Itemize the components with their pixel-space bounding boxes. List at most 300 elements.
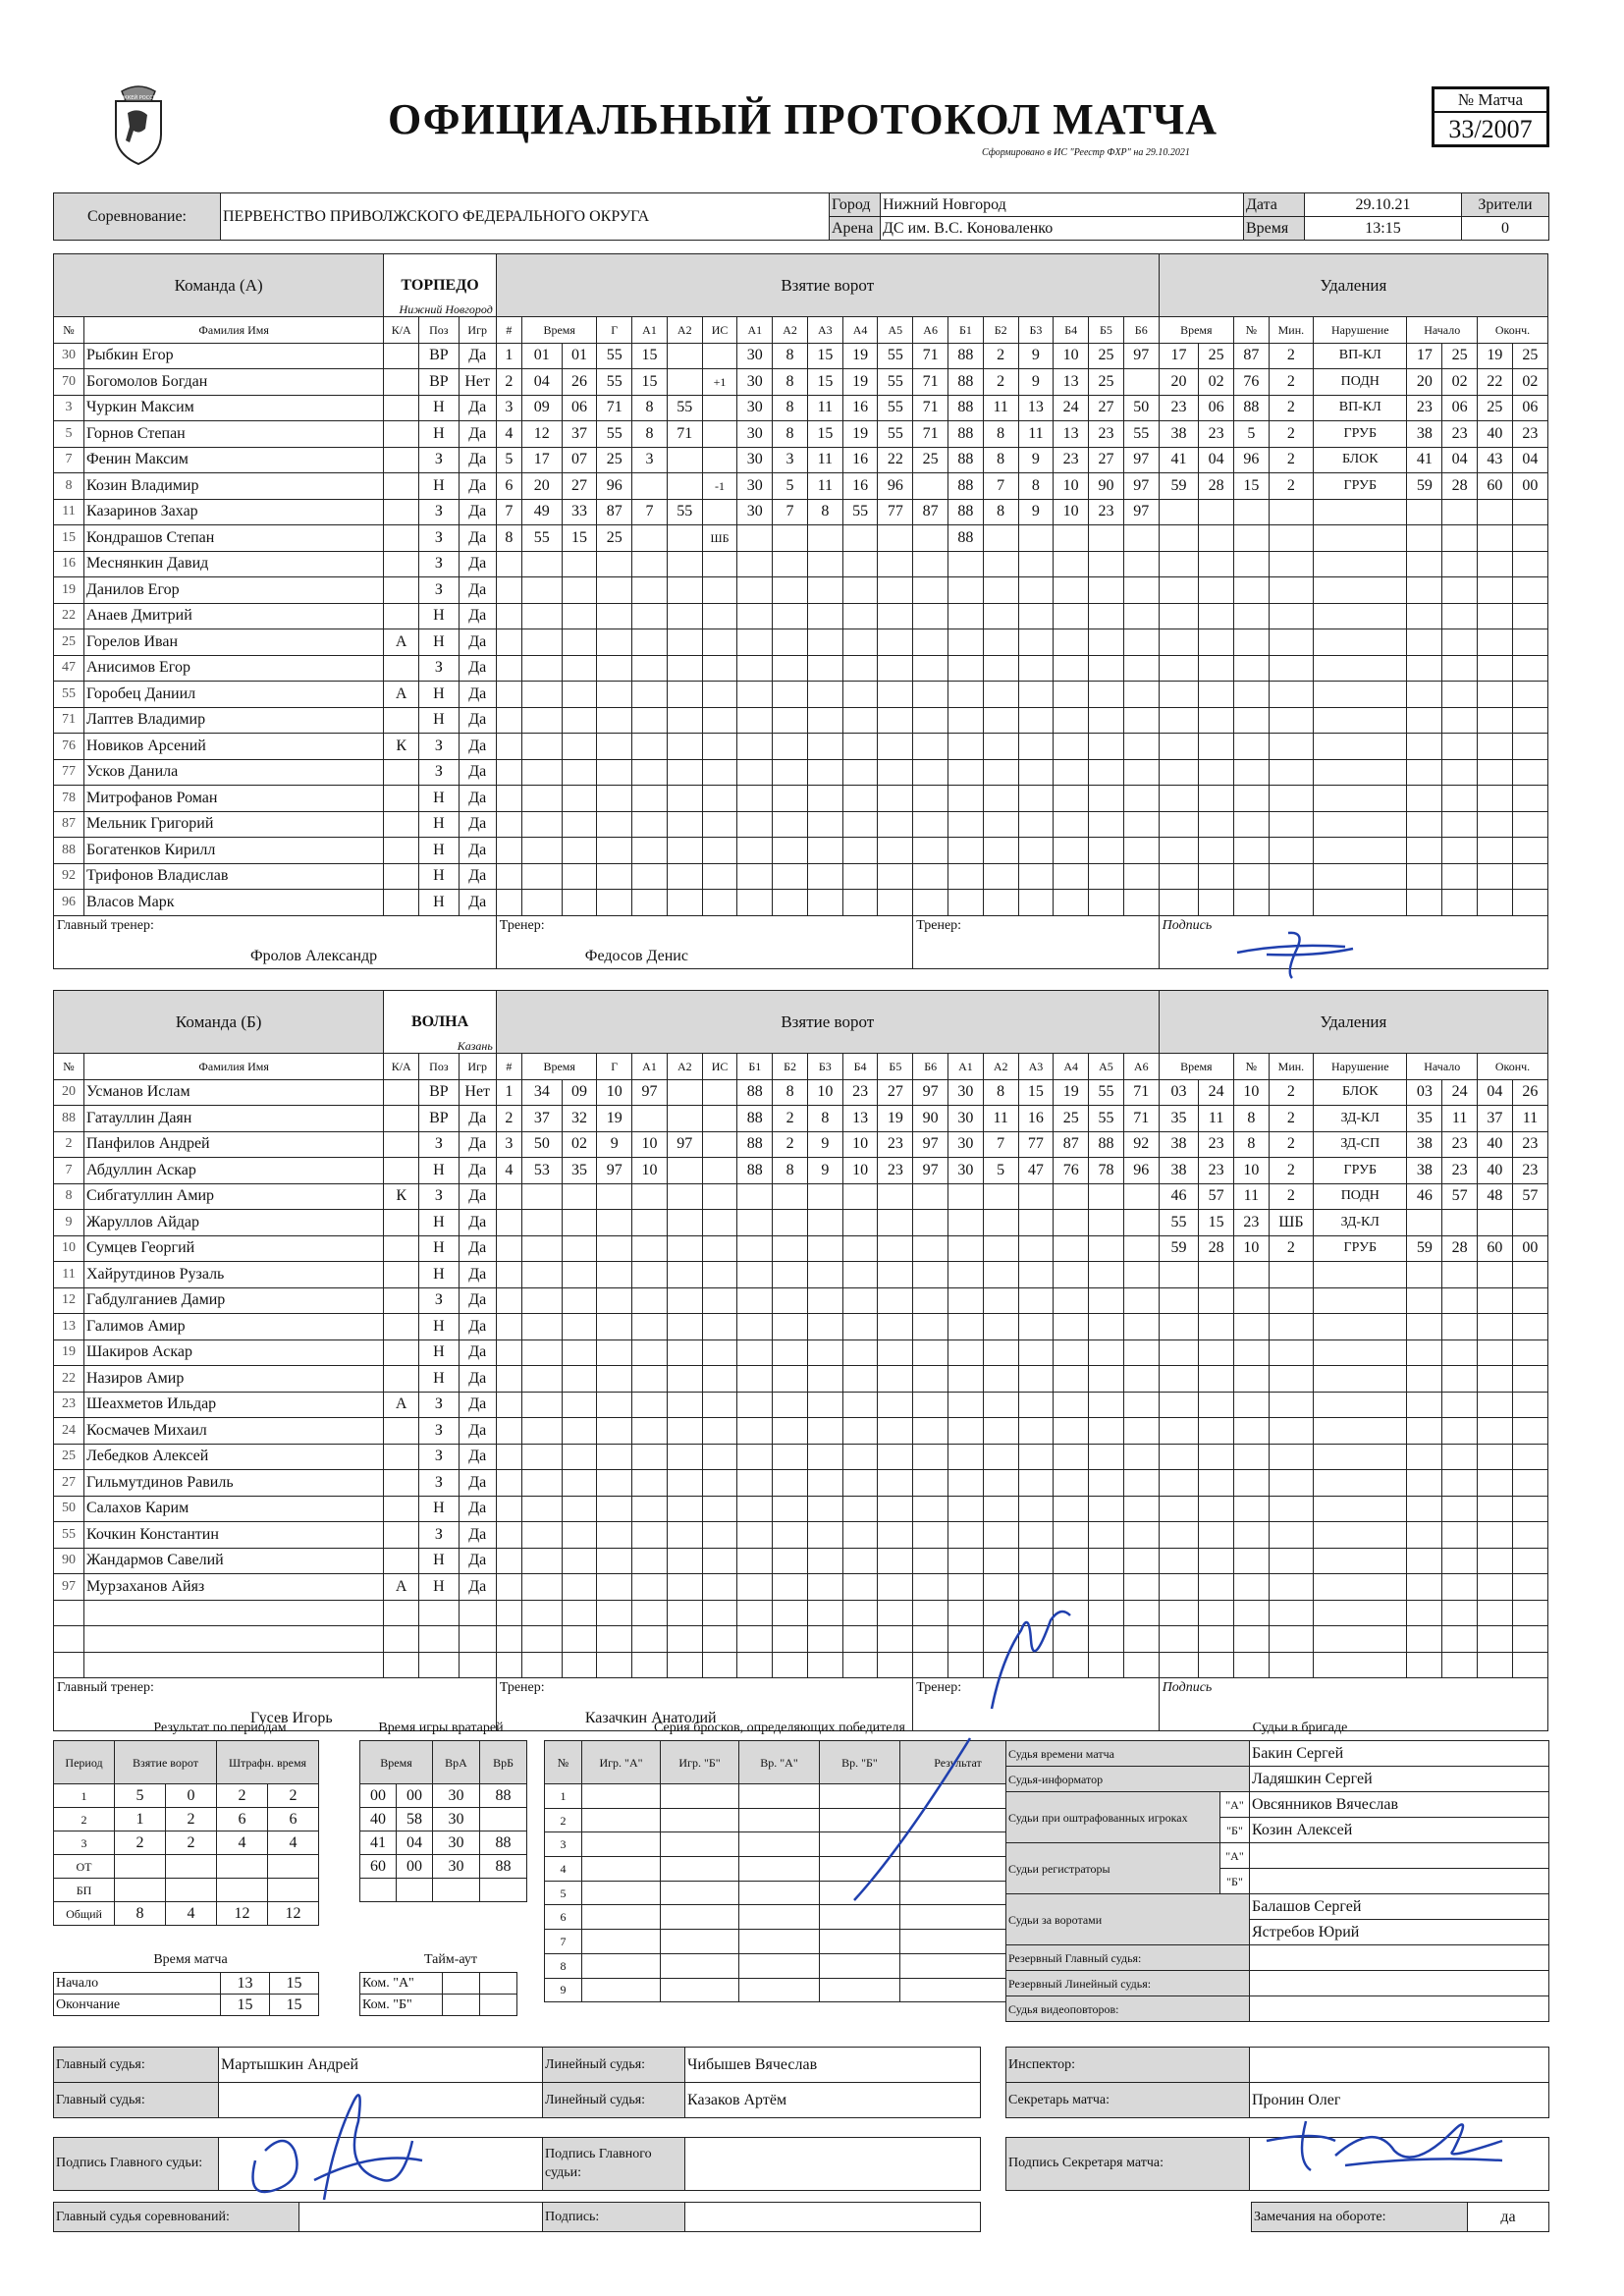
on-ice-player: 55 <box>878 369 913 396</box>
on-ice-player <box>1054 1522 1089 1549</box>
goal-assist2 <box>667 682 702 708</box>
goal-assist1 <box>632 1600 668 1626</box>
on-ice-player <box>1054 1548 1089 1574</box>
penalty-minute <box>1159 1522 1199 1549</box>
penalty-second <box>1199 1314 1234 1340</box>
goal-assist2 <box>667 759 702 786</box>
col-pen-min: Мин. <box>1269 1054 1313 1080</box>
coach-label: Тренер: <box>499 1680 545 1695</box>
on-ice-player <box>1054 603 1089 629</box>
penalty-minutes <box>1269 1470 1313 1497</box>
player-role <box>384 1131 419 1158</box>
table-row <box>54 1158 1548 1184</box>
penalty-start-min <box>1407 811 1442 838</box>
penalty-minutes: 2 <box>1269 1158 1313 1184</box>
table-row <box>54 1574 1548 1601</box>
col-on-ice: Б4 <box>1054 317 1089 344</box>
table-row <box>545 1905 1016 1930</box>
goal-assist2 <box>667 1210 702 1236</box>
goalie-b: 88 <box>480 1784 527 1808</box>
on-ice-player <box>1018 1600 1054 1626</box>
on-ice-player: 55 <box>842 499 878 525</box>
penalty-start-sec <box>1442 1574 1478 1601</box>
on-ice-player <box>948 1183 984 1210</box>
table-row <box>54 1600 1548 1626</box>
goal-second: 02 <box>562 1131 597 1158</box>
col-assist2: А2 <box>667 317 702 344</box>
on-ice-player <box>773 1548 808 1574</box>
start-hour: 13 <box>221 1973 270 1995</box>
table-row <box>54 499 1548 525</box>
reserve-line-label: Резервный Линейный судья: <box>1006 1971 1250 1996</box>
on-ice-player: 76 <box>1054 1158 1089 1184</box>
period-pim-a <box>217 1879 268 1902</box>
goal-situation <box>702 655 737 682</box>
goal-assist2: 71 <box>667 421 702 448</box>
penalty-end-sec <box>1512 1262 1547 1288</box>
player-position: З <box>419 577 460 604</box>
player-name: Меснянкин Давид <box>84 551 384 577</box>
team-b-name-cell <box>384 991 496 1054</box>
penalty-violation <box>1314 1600 1407 1626</box>
table-row <box>54 682 1548 708</box>
on-ice-player <box>1123 1418 1159 1445</box>
penalty-start-sec <box>1442 682 1478 708</box>
on-ice-player: 13 <box>1018 395 1054 421</box>
penalty-end-min <box>1478 811 1513 838</box>
goal-minute <box>522 577 563 604</box>
player-role <box>384 1210 419 1236</box>
player-position: З <box>419 1470 460 1497</box>
on-ice-player <box>1089 838 1124 864</box>
on-ice-player <box>807 1444 842 1470</box>
penalty-end-sec: 26 <box>1512 1079 1547 1106</box>
penalty-violation: ГРУБ <box>1314 1158 1407 1184</box>
penalty-start-sec: 23 <box>1442 421 1478 448</box>
goal-assist1 <box>632 759 668 786</box>
penalty-second <box>1199 1626 1234 1653</box>
penalty-start-sec <box>1442 811 1478 838</box>
penalty-violation <box>1314 499 1407 525</box>
penalty-player: 5 <box>1233 421 1269 448</box>
goal-second <box>562 1444 597 1470</box>
goal-assist1 <box>632 551 668 577</box>
goal-minute <box>522 1262 563 1288</box>
on-ice-player <box>1054 577 1089 604</box>
goal-scorer <box>597 1235 632 1262</box>
player-role <box>384 1158 419 1184</box>
goalie-minute <box>360 1879 397 1902</box>
on-ice-player <box>737 838 773 864</box>
on-ice-player <box>878 707 913 734</box>
penalty-minute <box>1159 1444 1199 1470</box>
on-ice-player <box>773 1392 808 1418</box>
table-row <box>545 1808 1016 1832</box>
on-ice-player <box>842 1444 878 1470</box>
penalty-start-min <box>1407 1522 1442 1549</box>
on-ice-player: 30 <box>737 421 773 448</box>
penalty-minutes: 2 <box>1269 1079 1313 1106</box>
player-name <box>84 1626 384 1653</box>
shootout-row-num: 4 <box>545 1857 582 1882</box>
player-number: 76 <box>54 734 84 760</box>
goal-second <box>562 1262 597 1288</box>
penalty-start-min <box>1407 603 1442 629</box>
goal-situation <box>702 395 737 421</box>
penalty-start-min <box>1407 1366 1442 1393</box>
shootout-row-num: 3 <box>545 1832 582 1857</box>
on-ice-player: 8 <box>807 1106 842 1132</box>
on-ice-player <box>1054 1626 1089 1653</box>
table-row <box>54 1444 1548 1470</box>
player-name: Анисимов Егор <box>84 655 384 682</box>
player-role <box>384 838 419 864</box>
penalty-player <box>1233 863 1269 890</box>
table-row <box>54 1784 319 1808</box>
goalie-time-col: Время <box>360 1741 433 1784</box>
on-ice-player <box>737 734 773 760</box>
table-row <box>360 1808 527 1831</box>
penalty-violation: ГРУБ <box>1314 1235 1407 1262</box>
player-role <box>384 577 419 604</box>
team-b-head-coach: Гусев Игорь <box>250 1710 333 1726</box>
on-ice-player <box>773 1183 808 1210</box>
goal-situation <box>702 421 737 448</box>
player-played: Да <box>459 1470 496 1497</box>
goalie-minute: 00 <box>360 1784 397 1808</box>
goal-number: 3 <box>496 1131 521 1158</box>
goal-minute: 37 <box>522 1106 563 1132</box>
line-ref-label-2: Линейный судья: <box>543 2083 685 2118</box>
table-row <box>54 629 1548 656</box>
on-ice-player <box>737 1235 773 1262</box>
penalty-end-min <box>1478 1652 1513 1678</box>
on-ice-player: 92 <box>1123 1131 1159 1158</box>
player-played: Да <box>459 707 496 734</box>
on-ice-player <box>1054 682 1089 708</box>
on-ice-player <box>1054 1470 1089 1497</box>
on-ice-player: 25 <box>913 447 948 473</box>
on-ice-player <box>737 1366 773 1393</box>
penalty-end-min <box>1478 551 1513 577</box>
comp-ref-label: Главный судья соревнований: <box>54 2203 299 2232</box>
goalie-b: 88 <box>480 1855 527 1879</box>
penalty-start-min <box>1407 1600 1442 1626</box>
penalty-end-sec <box>1512 838 1547 864</box>
on-ice-player: 97 <box>1123 473 1159 500</box>
on-ice-player <box>842 1496 878 1522</box>
col-ka: К/А <box>384 1054 419 1080</box>
on-ice-player <box>842 577 878 604</box>
player-name: Рыбкин Егор <box>84 343 384 369</box>
on-ice-player <box>1018 525 1054 552</box>
player-role <box>384 1418 419 1445</box>
player-role <box>384 1522 419 1549</box>
timeout-title: Тайм-аут <box>423 1952 478 1967</box>
period-goals-a <box>115 1879 166 1902</box>
goal-minute <box>522 603 563 629</box>
player-role <box>384 1262 419 1288</box>
penalty-minute <box>1159 1548 1199 1574</box>
goal-situation <box>702 1131 737 1158</box>
penalty-end-sec: 06 <box>1512 395 1547 421</box>
penalty-violation: ЗД-КЛ <box>1314 1106 1407 1132</box>
on-ice-player <box>1123 1470 1159 1497</box>
on-ice-player <box>842 682 878 708</box>
penalty-minutes <box>1269 1652 1313 1678</box>
on-ice-player <box>773 1339 808 1366</box>
on-ice-player <box>737 1574 773 1601</box>
on-ice-player <box>737 890 773 916</box>
period-name: Общий <box>54 1902 115 1926</box>
on-ice-player <box>842 655 878 682</box>
on-ice-player <box>948 551 984 577</box>
on-ice-player <box>1018 786 1054 812</box>
goal-number: 7 <box>496 499 521 525</box>
on-ice-player <box>913 759 948 786</box>
shootout-col: Вр. "А" <box>739 1741 820 1784</box>
on-ice-player: 30 <box>737 369 773 396</box>
on-ice-player <box>913 655 948 682</box>
secretary-sig-table <box>1005 2137 1549 2191</box>
player-position: Н <box>419 1366 460 1393</box>
on-ice-player <box>1054 551 1089 577</box>
player-played: Да <box>459 1314 496 1340</box>
on-ice-player <box>1123 1496 1159 1522</box>
player-role <box>384 1444 419 1470</box>
on-ice-player <box>1018 734 1054 760</box>
on-ice-player <box>807 707 842 734</box>
on-ice-player: 19 <box>842 369 878 396</box>
on-ice-player: 23 <box>878 1131 913 1158</box>
penalty-start-sec <box>1442 499 1478 525</box>
on-ice-player <box>913 682 948 708</box>
referees-title: Судьи в бригаде <box>1252 1721 1348 1735</box>
player-played: Да <box>459 1235 496 1262</box>
table-row <box>54 525 1548 552</box>
match-time-title: Время матча <box>153 1952 228 1967</box>
penalty-end-min <box>1478 1548 1513 1574</box>
goalie-b: 88 <box>480 1831 527 1855</box>
period-goals-b: 4 <box>166 1902 217 1926</box>
player-position: Н <box>419 1235 460 1262</box>
informer-value: Ладяшкин Сергей <box>1250 1767 1549 1792</box>
player-name: Богатенков Кирилл <box>84 838 384 864</box>
goal-scorer <box>597 682 632 708</box>
hockey-russia-emblem-icon <box>108 83 169 166</box>
goal-second <box>562 1339 597 1366</box>
goal-minute <box>522 1235 563 1262</box>
player-role <box>384 343 419 369</box>
table-row <box>54 1522 1548 1549</box>
penalty-minutes: 2 <box>1269 1183 1313 1210</box>
penalty-second <box>1199 1600 1234 1626</box>
on-ice-player <box>948 890 984 916</box>
goal-assist2 <box>667 629 702 656</box>
player-position: Н <box>419 1262 460 1288</box>
on-ice-player <box>913 786 948 812</box>
goal-minute <box>522 759 563 786</box>
on-ice-player: 11 <box>983 395 1018 421</box>
table-row <box>54 1879 319 1902</box>
signature-label: Подпись <box>1162 917 1213 933</box>
on-ice-player <box>1054 811 1089 838</box>
penalty-player <box>1233 811 1269 838</box>
goal-number <box>496 1574 521 1601</box>
player-name: Горобец Даниил <box>84 682 384 708</box>
on-ice-player <box>983 551 1018 577</box>
penalty-start-sec <box>1442 1496 1478 1522</box>
on-ice-player <box>948 1366 984 1393</box>
player-position: Н <box>419 629 460 656</box>
on-ice-player: 90 <box>913 1106 948 1132</box>
player-played: Да <box>459 343 496 369</box>
goal-minute <box>522 1470 563 1497</box>
periods-title: Результат по периодам <box>153 1721 287 1735</box>
shootout-row-num: 1 <box>545 1784 582 1809</box>
goal-situation <box>702 629 737 656</box>
goal-number <box>496 1339 521 1366</box>
table-row <box>54 1496 1548 1522</box>
player-played: Да <box>459 1339 496 1366</box>
goal-assist1 <box>632 1574 668 1601</box>
player-played <box>459 1600 496 1626</box>
penalty-violation: ЗД-СП <box>1314 1131 1407 1158</box>
on-ice-player: 10 <box>842 1158 878 1184</box>
penalty-start-sec: 23 <box>1442 1131 1478 1158</box>
goal-situation <box>702 1210 737 1236</box>
player-number: 90 <box>54 1548 84 1574</box>
goal-number <box>496 1183 521 1210</box>
period-goals-a <box>115 1855 166 1879</box>
player-played: Да <box>459 577 496 604</box>
goal-second <box>562 1183 597 1210</box>
on-ice-player: 96 <box>1123 1158 1159 1184</box>
on-ice-player: 24 <box>1054 395 1089 421</box>
arena-value: ДС им. В.С. Коноваленко <box>881 217 1244 241</box>
on-ice-player <box>773 1262 808 1288</box>
penalty-second <box>1199 1392 1234 1418</box>
table-row <box>54 603 1548 629</box>
penalty-minutes <box>1269 1522 1313 1549</box>
penalty-start-sec <box>1442 1418 1478 1445</box>
penalty-minutes <box>1269 1392 1313 1418</box>
goal-second: 26 <box>562 369 597 396</box>
on-ice-player: 27 <box>1089 395 1124 421</box>
penalty-end-sec <box>1512 759 1547 786</box>
table-row <box>54 1652 1548 1678</box>
on-ice-player <box>1089 1366 1124 1393</box>
penalty-start-min <box>1407 1444 1442 1470</box>
player-played: Да <box>459 1131 496 1158</box>
penalty-end-min <box>1478 863 1513 890</box>
goal-second <box>562 1366 597 1393</box>
on-ice-player <box>878 1287 913 1314</box>
penalty-violation: ВП-КЛ <box>1314 395 1407 421</box>
on-ice-player <box>1123 577 1159 604</box>
on-ice-player <box>1018 577 1054 604</box>
player-role: К <box>384 734 419 760</box>
goal-second <box>562 1574 597 1601</box>
penalty-end-sec <box>1512 863 1547 890</box>
goal-scorer: 96 <box>597 473 632 500</box>
table-row <box>54 734 1548 760</box>
player-position: Н <box>419 1496 460 1522</box>
on-ice-player <box>1089 734 1124 760</box>
player-role <box>384 473 419 500</box>
on-ice-player <box>737 1287 773 1314</box>
on-ice-player <box>1089 1600 1124 1626</box>
goal-minute <box>522 1418 563 1445</box>
on-ice-player <box>773 1496 808 1522</box>
player-number: 92 <box>54 863 84 890</box>
penalty-minute <box>1159 682 1199 708</box>
penalty-player: 11 <box>1234 1183 1270 1210</box>
player-role <box>384 525 419 552</box>
on-ice-player: 11 <box>807 447 842 473</box>
goal-minute: 09 <box>522 395 563 421</box>
penalty-start-sec <box>1442 629 1478 656</box>
player-position: З <box>419 1287 460 1314</box>
on-ice-player <box>1018 890 1054 916</box>
penalty-minute <box>1159 707 1199 734</box>
player-name: Назиров Амир <box>84 1366 384 1393</box>
penalty-second <box>1199 603 1234 629</box>
player-played: Да <box>459 1392 496 1418</box>
on-ice-player <box>983 707 1018 734</box>
goal-second <box>562 1418 597 1445</box>
on-ice-player <box>1054 1574 1089 1601</box>
penalty-end-min <box>1478 1600 1513 1626</box>
penalty-start-min: 46 <box>1407 1183 1442 1210</box>
col-num: № <box>54 317 84 344</box>
penalty-start-min <box>1407 1262 1442 1288</box>
penalty-end-sec: 02 <box>1512 369 1547 396</box>
team-a-city: Нижний Новгород <box>399 302 493 316</box>
penalty-end-sec: 00 <box>1512 473 1547 500</box>
penalty-end-sec <box>1512 1574 1547 1601</box>
on-ice-player: 2 <box>983 369 1018 396</box>
player-role <box>384 1548 419 1574</box>
penalty-minute <box>1159 551 1199 577</box>
penalty-second <box>1199 863 1234 890</box>
goal-number <box>496 682 521 708</box>
col-on-ice: А6 <box>1123 1054 1159 1080</box>
period-pim-a <box>217 1855 268 1879</box>
period-goals-a: 2 <box>115 1831 166 1855</box>
on-ice-player <box>1054 890 1089 916</box>
penalty-end-sec <box>1512 890 1547 916</box>
goal-assist1 <box>632 1210 668 1236</box>
goalie-a: 30 <box>433 1784 480 1808</box>
on-ice-player: 8 <box>983 447 1018 473</box>
on-ice-player <box>913 1392 948 1418</box>
player-played: Да <box>459 1262 496 1288</box>
penalty-minutes: 2 <box>1269 447 1313 473</box>
goal-assist2 <box>667 1444 702 1470</box>
goal-scorer <box>597 1652 632 1678</box>
goal-minute: 55 <box>522 525 563 552</box>
goal-scorer <box>597 786 632 812</box>
goal-scorer: 55 <box>597 421 632 448</box>
on-ice-player: 15 <box>1018 1079 1054 1106</box>
on-ice-player <box>842 1183 878 1210</box>
player-name: Мурзаханов Айяз <box>84 1574 384 1601</box>
on-ice-player <box>948 838 984 864</box>
player-name: Шеахметов Ильдар <box>84 1392 384 1418</box>
on-ice-player <box>737 1339 773 1366</box>
penalty-player: 15 <box>1233 473 1269 500</box>
